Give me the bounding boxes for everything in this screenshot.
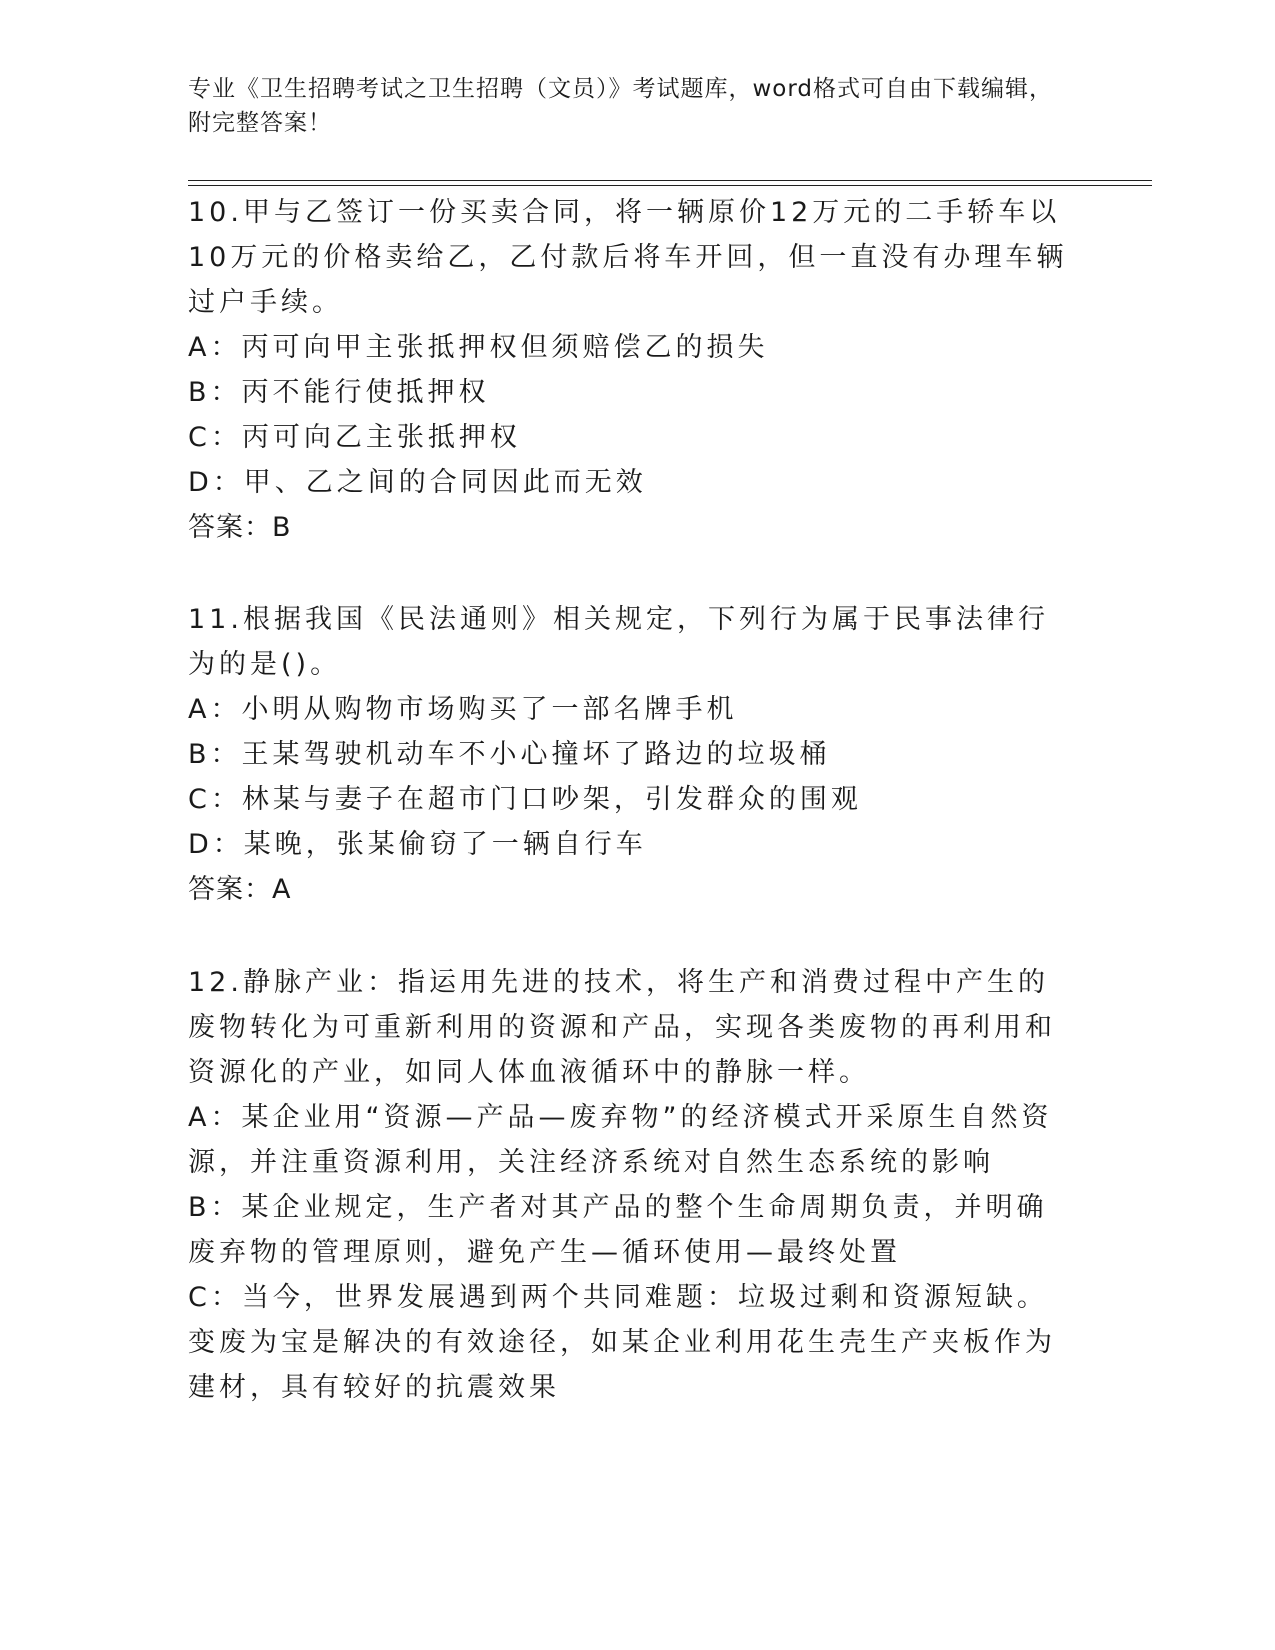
document-header: 专业《卫生招聘考试之卫生招聘（文员）》考试题库，word格式可自由下载编辑，附完整答案！ <box>188 76 1054 136</box>
question-12 <box>188 960 1078 1410</box>
question-11 <box>188 597 1078 913</box>
option-b: B：王某驾驶机动车不小心撞坏了路边的垃圾桶 <box>188 739 831 770</box>
option-b: B：某企业规定，生产者对其产品的整个生命周期负责，并明确废弃物的管理原则，避免产生—循环使用—最终处置 <box>188 1192 1048 1268</box>
question-10 <box>188 190 1078 551</box>
question-stem: 12.静脉产业：指运用先进的技术，将生产和消费过程中产生的废物转化为可重新利用的资源和产品，实现各类废物的再利用和资源化的产业，如同人体血液循环中的静脉一样。 <box>188 967 1056 1088</box>
option-c: C：林某与妻子在超市门口吵架，引发群众的围观 <box>188 784 862 815</box>
answer-label: 答案：A <box>188 874 292 905</box>
option-a: A：某企业用“资源—产品—废弃物”的经济模式开采原生自然资源，并注重资源利用，关注经济系统对自然生态系统的影响 <box>188 1102 1053 1178</box>
option-d: D：某晚，张某偷窃了一辆自行车 <box>188 829 647 860</box>
option-c: C：当今，世界发展遇到两个共同难题：垃圾过剩和资源短缺。变废为宝是解决的有效途径，如某企业利用花生壳生产夹板作为建材，具有较好的抗震效果 <box>188 1282 1056 1403</box>
header-divider-bottom <box>188 185 1152 186</box>
question-stem: 10.甲与乙签订一份买卖合同，将一辆原价12万元的二手轿车以10万元的价格卖给乙，乙付款后将车开回，但一直没有办理车辆过户手续。 <box>188 197 1068 318</box>
option-d: D：甲、乙之间的合同因此而无效 <box>188 467 647 498</box>
option-a: A：丙可向甲主张抵押权但须赔偿乙的损失 <box>188 332 769 363</box>
answer-label: 答案：B <box>188 512 292 543</box>
option-a: A：小明从购物市场购买了一部名牌手机 <box>188 694 738 725</box>
option-b: B：丙不能行使抵押权 <box>188 377 490 408</box>
header-divider-top <box>188 180 1152 181</box>
option-c: C：丙可向乙主张抵押权 <box>188 422 521 453</box>
question-stem: 11.根据我国《民法通则》相关规定，下列行为属于民事法律行为的是()。 <box>188 604 1049 680</box>
